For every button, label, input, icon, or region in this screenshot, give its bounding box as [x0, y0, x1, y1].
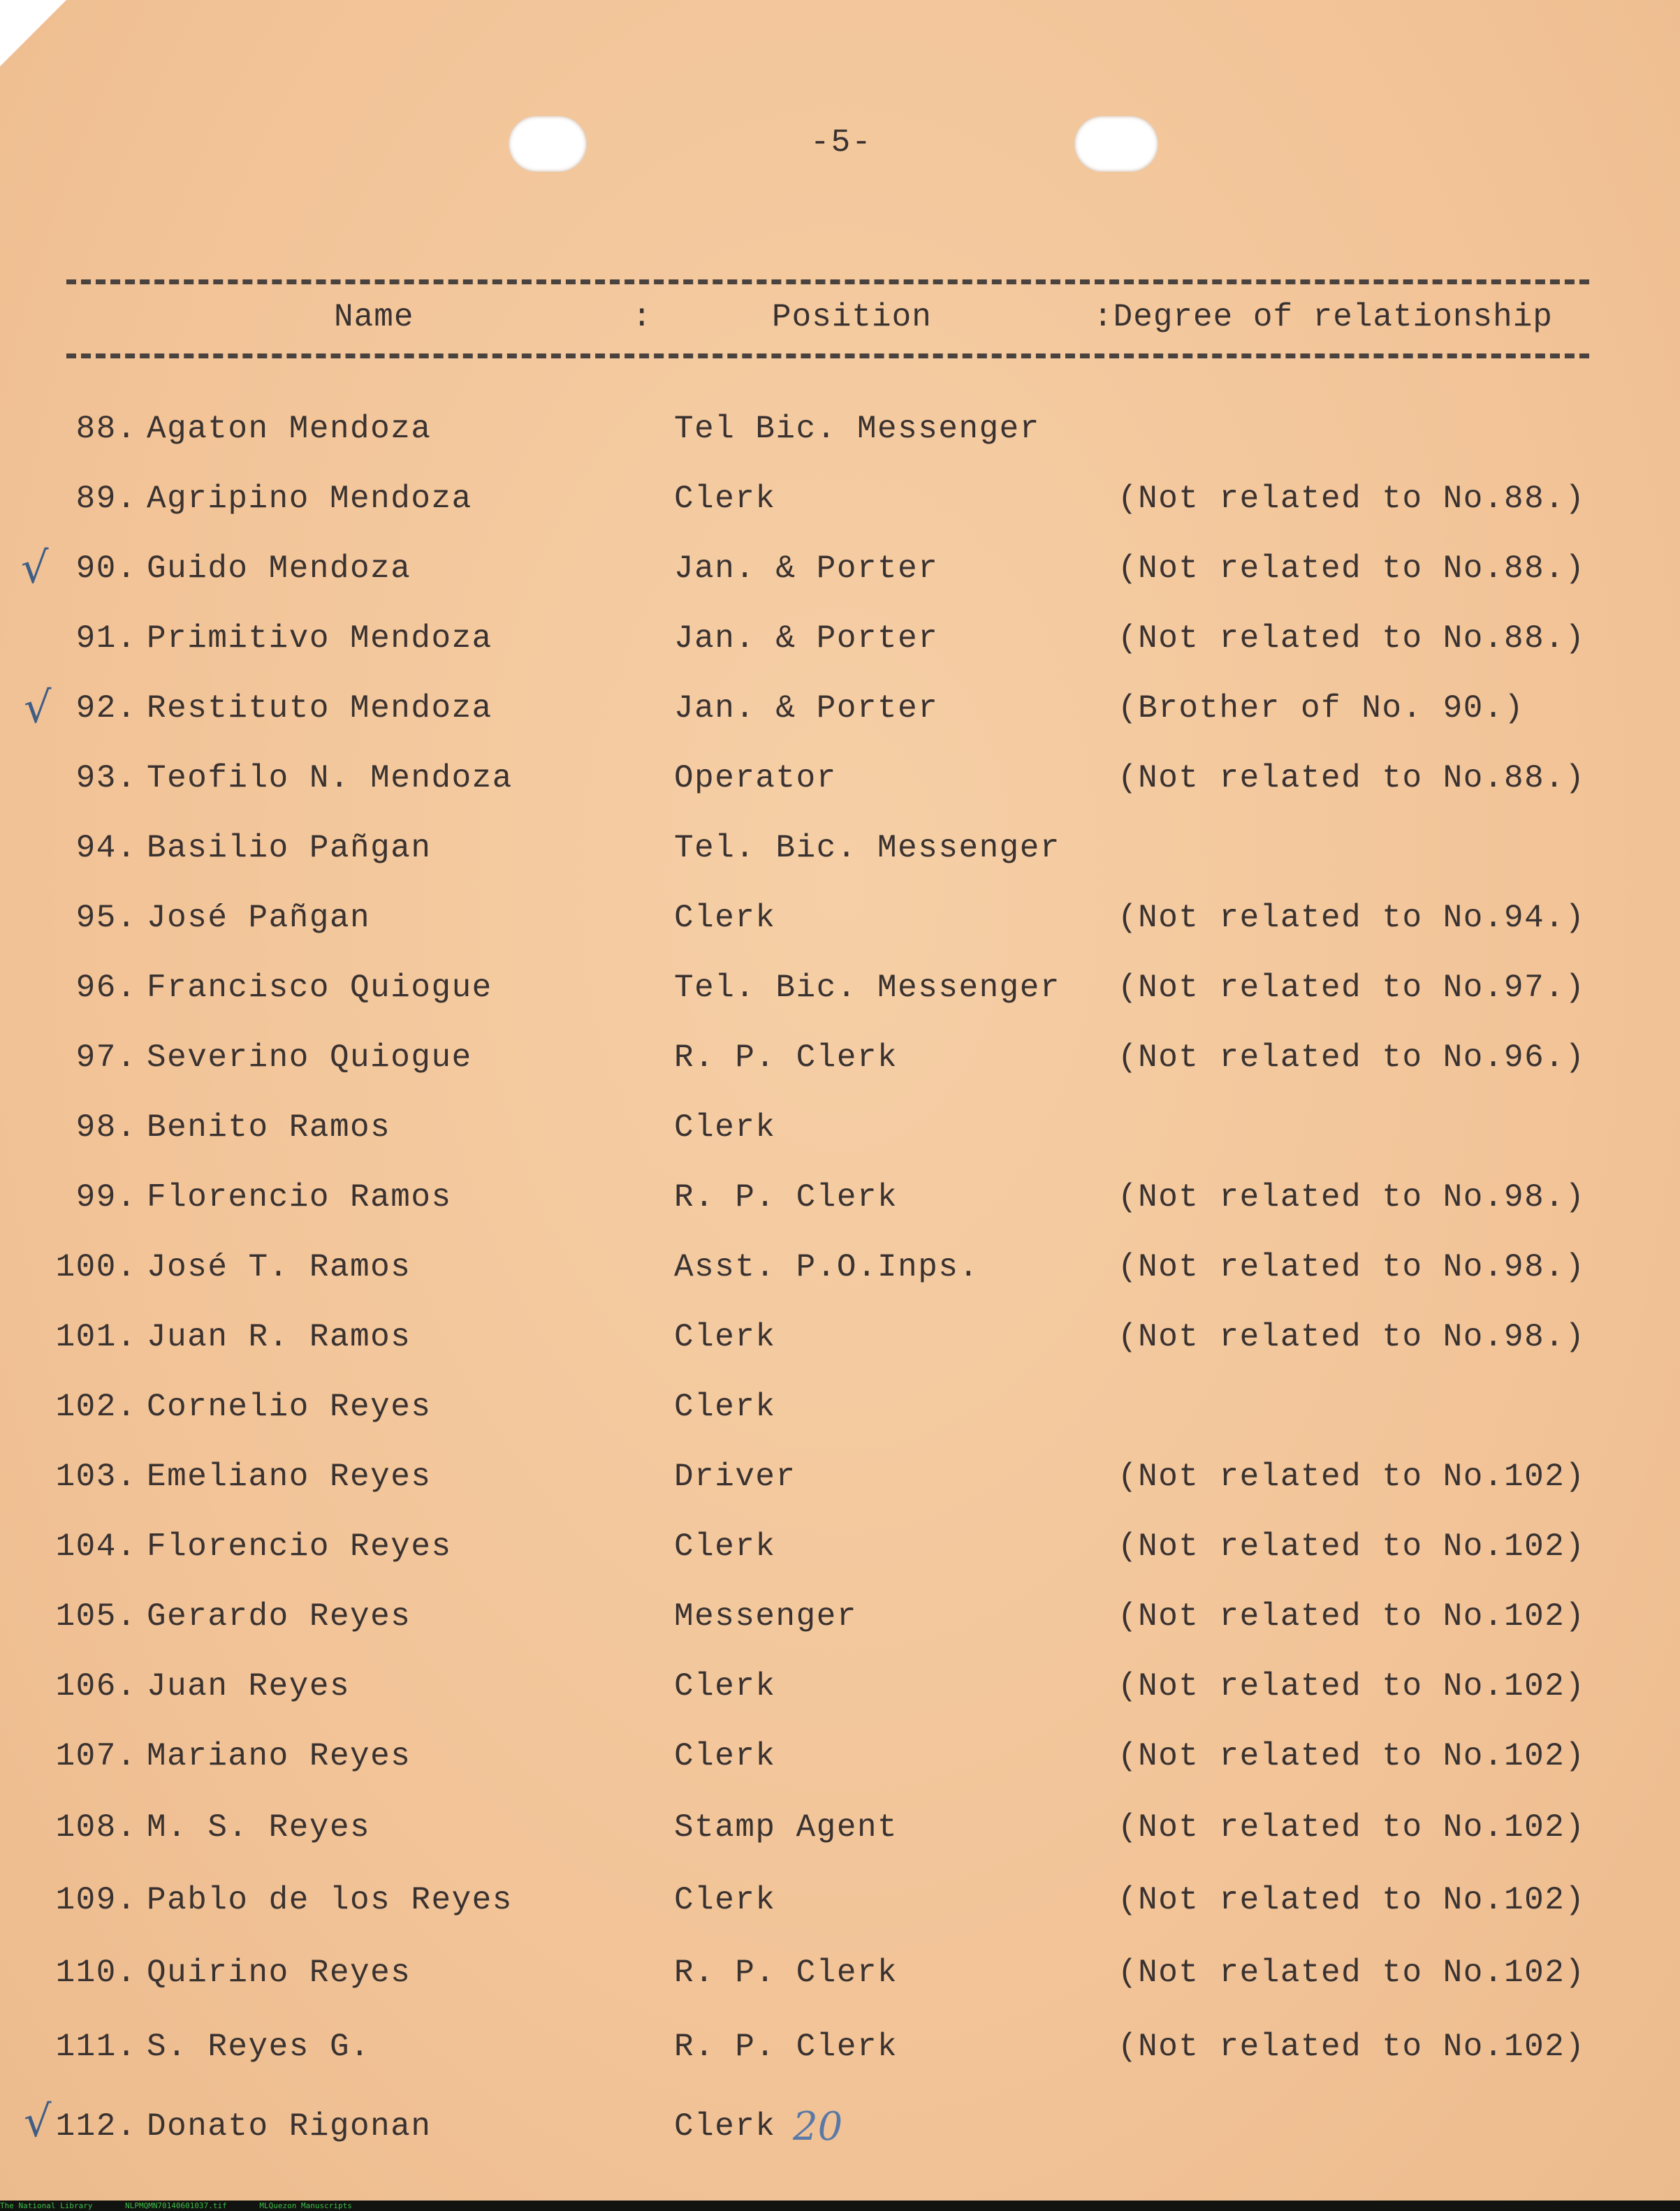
- relationship: (Not related to No.94.): [1118, 900, 1586, 936]
- row-number: 108.: [55, 1809, 137, 1846]
- employee-name: Teofilo N. Mendoza: [147, 760, 513, 796]
- employee-name: Pablo de los Reyes: [147, 1882, 513, 1918]
- table-row: [0, 1955, 1680, 2011]
- footer-library: The National Library: [0, 2201, 93, 2210]
- table-row: [0, 620, 1680, 676]
- employee-name: Restituto Mendoza: [147, 690, 492, 727]
- row-number: 106.: [55, 1668, 137, 1705]
- employee-position: Stamp Agent: [674, 1809, 898, 1846]
- employee-name: Severino Quiogue: [147, 1039, 472, 1076]
- relationship: (Not related to No.102): [1118, 2029, 1586, 2065]
- employee-name: José Pañgan: [147, 900, 371, 936]
- employee-position: Jan. & Porter: [674, 620, 939, 657]
- row-number: 90.: [75, 550, 137, 587]
- relationship: (Not related to No.88.): [1118, 760, 1586, 796]
- row-number: 93.: [75, 760, 137, 796]
- relationship: (Not related to No.102): [1118, 1459, 1586, 1495]
- employee-name: Gerardo Reyes: [147, 1598, 411, 1635]
- table-row: [0, 1668, 1680, 1724]
- employee-position: Clerk: [674, 900, 776, 936]
- table-row: [0, 1528, 1680, 1584]
- employee-name: Agaton Mendoza: [147, 411, 432, 447]
- employee-position: Clerk: [674, 1882, 776, 1918]
- row-number: 111.: [55, 2029, 137, 2065]
- employee-name: M. S. Reyes: [147, 1809, 371, 1846]
- employee-name: Francisco Quiogue: [147, 970, 492, 1006]
- row-number: 95.: [75, 900, 137, 936]
- relationship: (Not related to No.88.): [1118, 550, 1586, 587]
- relationship: (Not related to No.102): [1118, 1955, 1586, 1991]
- handwritten-page-count: 20: [793, 2104, 843, 2150]
- archive-footer: [0, 2201, 1680, 2211]
- table-row: [0, 1179, 1680, 1235]
- table-row: [0, 1109, 1680, 1165]
- employee-position: Clerk: [674, 1528, 776, 1565]
- employee-position: R. P. Clerk: [674, 1955, 898, 1991]
- relationship: (Not related to No.98.): [1118, 1249, 1586, 1285]
- table-row: [0, 830, 1680, 886]
- header-name: Name: [334, 299, 414, 335]
- employee-name: Primitivo Mendoza: [147, 620, 492, 657]
- employee-position: R. P. Clerk: [674, 1039, 898, 1076]
- footer-collection: MLQuezon Manuscripts: [259, 2201, 352, 2210]
- row-number: 102.: [55, 1389, 137, 1425]
- employee-name: Florencio Ramos: [147, 1179, 452, 1216]
- row-number: 97.: [75, 1039, 137, 1076]
- row-number: 99.: [75, 1179, 137, 1216]
- employee-position: Clerk: [674, 2108, 776, 2145]
- table-row: [0, 1459, 1680, 1515]
- employee-position: Tel. Bic. Messenger: [674, 970, 1060, 1006]
- employee-position: Jan. & Porter: [674, 550, 939, 587]
- folded-corner: [0, 0, 66, 66]
- footer-file: NLPMQMN70140601037.tif: [125, 2201, 227, 2210]
- table-row: [0, 1389, 1680, 1445]
- row-number: 89.: [75, 481, 137, 517]
- relationship: (Not related to No.97.): [1118, 970, 1586, 1006]
- table-row: [0, 1319, 1680, 1375]
- employee-name: Basilio Pañgan: [147, 830, 432, 866]
- table-row: [0, 760, 1680, 816]
- row-number: 101.: [55, 1319, 137, 1355]
- row-number: 109.: [55, 1882, 137, 1918]
- employee-name: José T. Ramos: [147, 1249, 411, 1285]
- relationship: (Not related to No.102): [1118, 1738, 1586, 1774]
- employee-name: Guido Mendoza: [147, 550, 411, 587]
- employee-name: Juan R. Ramos: [147, 1319, 411, 1355]
- employee-position: Driver: [674, 1459, 796, 1495]
- employee-position: Clerk: [674, 1668, 776, 1705]
- table-row: [0, 481, 1680, 537]
- employee-position: Operator: [674, 760, 837, 796]
- employee-position: Tel Bic. Messenger: [674, 411, 1040, 447]
- row-number: 104.: [55, 1528, 137, 1565]
- row-number: 100.: [55, 1249, 137, 1285]
- handwritten-checkmark-112: √: [24, 2096, 52, 2147]
- page-number: -5-: [810, 124, 872, 161]
- relationship: (Not related to No.98.): [1118, 1179, 1586, 1216]
- employee-position: Clerk: [674, 481, 776, 517]
- relationship: (Brother of No. 90.): [1118, 690, 1525, 727]
- punch-hole-right: [1074, 116, 1158, 172]
- table-row: [0, 900, 1680, 956]
- row-number: 110.: [55, 1955, 137, 1991]
- employee-name: Agripino Mendoza: [147, 481, 472, 517]
- employee-name: Benito Ramos: [147, 1109, 391, 1146]
- table-row: [0, 690, 1680, 746]
- table-row: [0, 2029, 1680, 2085]
- relationship: (Not related to No.88.): [1118, 620, 1586, 657]
- employee-position: Messenger: [674, 1598, 857, 1635]
- relationship: (Not related to No.102): [1118, 1598, 1586, 1635]
- employee-position: Jan. & Porter: [674, 690, 939, 727]
- relationship: (Not related to No.102): [1118, 1882, 1586, 1918]
- employee-position: Tel. Bic. Messenger: [674, 830, 1060, 866]
- relationship: (Not related to No.98.): [1118, 1319, 1586, 1355]
- punch-hole-left: [509, 116, 587, 172]
- table-row: [0, 1249, 1680, 1305]
- employee-position: R. P. Clerk: [674, 1179, 898, 1216]
- employee-position: Clerk: [674, 1109, 776, 1146]
- employee-name: Mariano Reyes: [147, 1738, 411, 1774]
- employee-name: Cornelio Reyes: [147, 1389, 432, 1425]
- row-number: 94.: [75, 830, 137, 866]
- employee-name: S. Reyes G.: [147, 2029, 371, 2065]
- employee-name: Quirino Reyes: [147, 1955, 411, 1991]
- table-row: [0, 1738, 1680, 1794]
- row-number: 88.: [75, 411, 137, 447]
- employee-position: Clerk: [674, 1319, 776, 1355]
- header-bottom-rule: [66, 353, 1589, 358]
- header-position: Position: [772, 299, 932, 335]
- employee-name: Juan Reyes: [147, 1668, 351, 1705]
- header-separator: :: [632, 299, 652, 335]
- employee-position: Clerk: [674, 1738, 776, 1774]
- header-relationship: :Degree of relationship: [1093, 299, 1553, 335]
- header-top-rule: [66, 279, 1589, 284]
- table-row: [0, 550, 1680, 606]
- handwritten-checkmark-92: √: [24, 682, 52, 733]
- employee-position: Clerk: [674, 1389, 776, 1425]
- table-row: [0, 970, 1680, 1026]
- row-number: 92.: [75, 690, 137, 727]
- row-number: 103.: [55, 1459, 137, 1495]
- relationship: (Not related to No.102): [1118, 1528, 1586, 1565]
- employee-name: Donato Rigonan: [147, 2108, 432, 2145]
- table-row: [0, 1882, 1680, 1938]
- relationship: (Not related to No.102): [1118, 1668, 1586, 1705]
- table-row: [0, 1598, 1680, 1654]
- row-number: 107.: [55, 1738, 137, 1774]
- row-number: 105.: [55, 1598, 137, 1635]
- table-row: [0, 1809, 1680, 1865]
- table-row: [0, 411, 1680, 467]
- row-number: 91.: [75, 620, 137, 657]
- relationship: (Not related to No.88.): [1118, 481, 1586, 517]
- employee-position: Asst. P.O.Inps.: [674, 1249, 979, 1285]
- employee-name: Florencio Reyes: [147, 1528, 452, 1565]
- row-number: 96.: [75, 970, 137, 1006]
- relationship: (Not related to No.96.): [1118, 1039, 1586, 1076]
- relationship: (Not related to No.102): [1118, 1809, 1586, 1846]
- employee-name: Emeliano Reyes: [147, 1459, 432, 1495]
- handwritten-checkmark-90: √: [21, 542, 49, 593]
- row-number: 98.: [75, 1109, 137, 1146]
- table-row: [0, 1039, 1680, 1095]
- row-number: 112.: [55, 2108, 137, 2145]
- employee-position: R. P. Clerk: [674, 2029, 898, 2065]
